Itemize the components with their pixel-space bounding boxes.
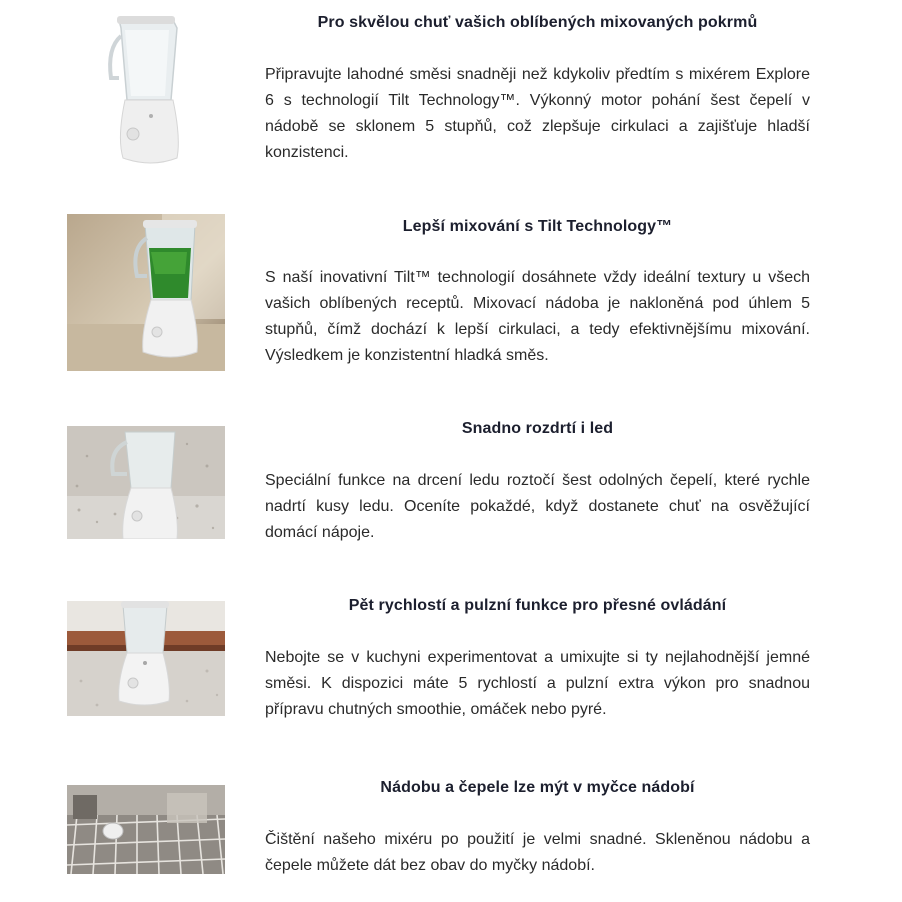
blender-product-photo xyxy=(67,8,225,170)
blender-on-terrazzo-counter-photo xyxy=(67,426,225,539)
feature-5-text xyxy=(265,778,810,879)
feature-1-text xyxy=(265,13,810,166)
feature-description: Speciální funkce na drcení ledu roztočí šest odolných čepelí, které rychle nadrtí kusy ledu. Oceníte pokaždé, když dostanete chuť na osvěžující domácí nápoje. xyxy=(265,472,810,541)
feature-description: Čištění našeho mixéru po použití je velmi snadné. Skleněnou nádobu a čepele můžete dát bez obav do myčky nádobí. xyxy=(265,831,810,874)
feature-description: S naší inovativní Tilt™ technologií dosáhnete vždy ideální textury u všech vašich oblíbených receptů. Mixovací nádoba je nakloněná pod úhlem 5 stupňů, čímž dochází k lepší cirkulaci, a tedy efektivnějšímu mixování. Výsledkem je konzistentní hladká směs. xyxy=(265,269,810,364)
feature-3-text xyxy=(265,419,810,546)
feature-2-text xyxy=(265,217,810,369)
feature-heading: Snadno rozdrtí i led xyxy=(461,420,614,437)
feature-heading: Lepší mixování s Tilt Technology™ xyxy=(402,218,673,235)
feature-heading: Pět rychlostí a pulzní funkce pro přesné ovládání xyxy=(348,597,727,614)
feature-4-text xyxy=(265,596,810,723)
feature-heading: Nádobu a čepele lze mýt v myčce nádobí xyxy=(380,779,695,796)
blender-with-green-smoothie-photo xyxy=(67,214,225,371)
feature-description: Nebojte se v kuchyni experimentovat a umixujte si ty nejlahodnější jemné směsi. K dispozici máte 5 rychlostí a pulzní extra výkon pro snadnou přípravu chutných smoothie, omáček nebo pyré. xyxy=(265,649,810,718)
feature-description: Připravujte lahodné směsi snadněji než kdykoliv předtím s mixérem Explore 6 s technologií Tilt Technology™. Výkonný motor pohání šest čepelí v nádobě se sklonem 5 stupňů, což zlepšuje cirkulaci a zajišťuje hladší konzistenci. xyxy=(265,66,810,161)
dishwasher-rack-photo xyxy=(67,785,225,874)
blender-in-kitchen-photo xyxy=(67,601,225,716)
feature-heading: Pro skvělou chuť vašich oblíbených mixovaných pokrmů xyxy=(317,14,758,31)
